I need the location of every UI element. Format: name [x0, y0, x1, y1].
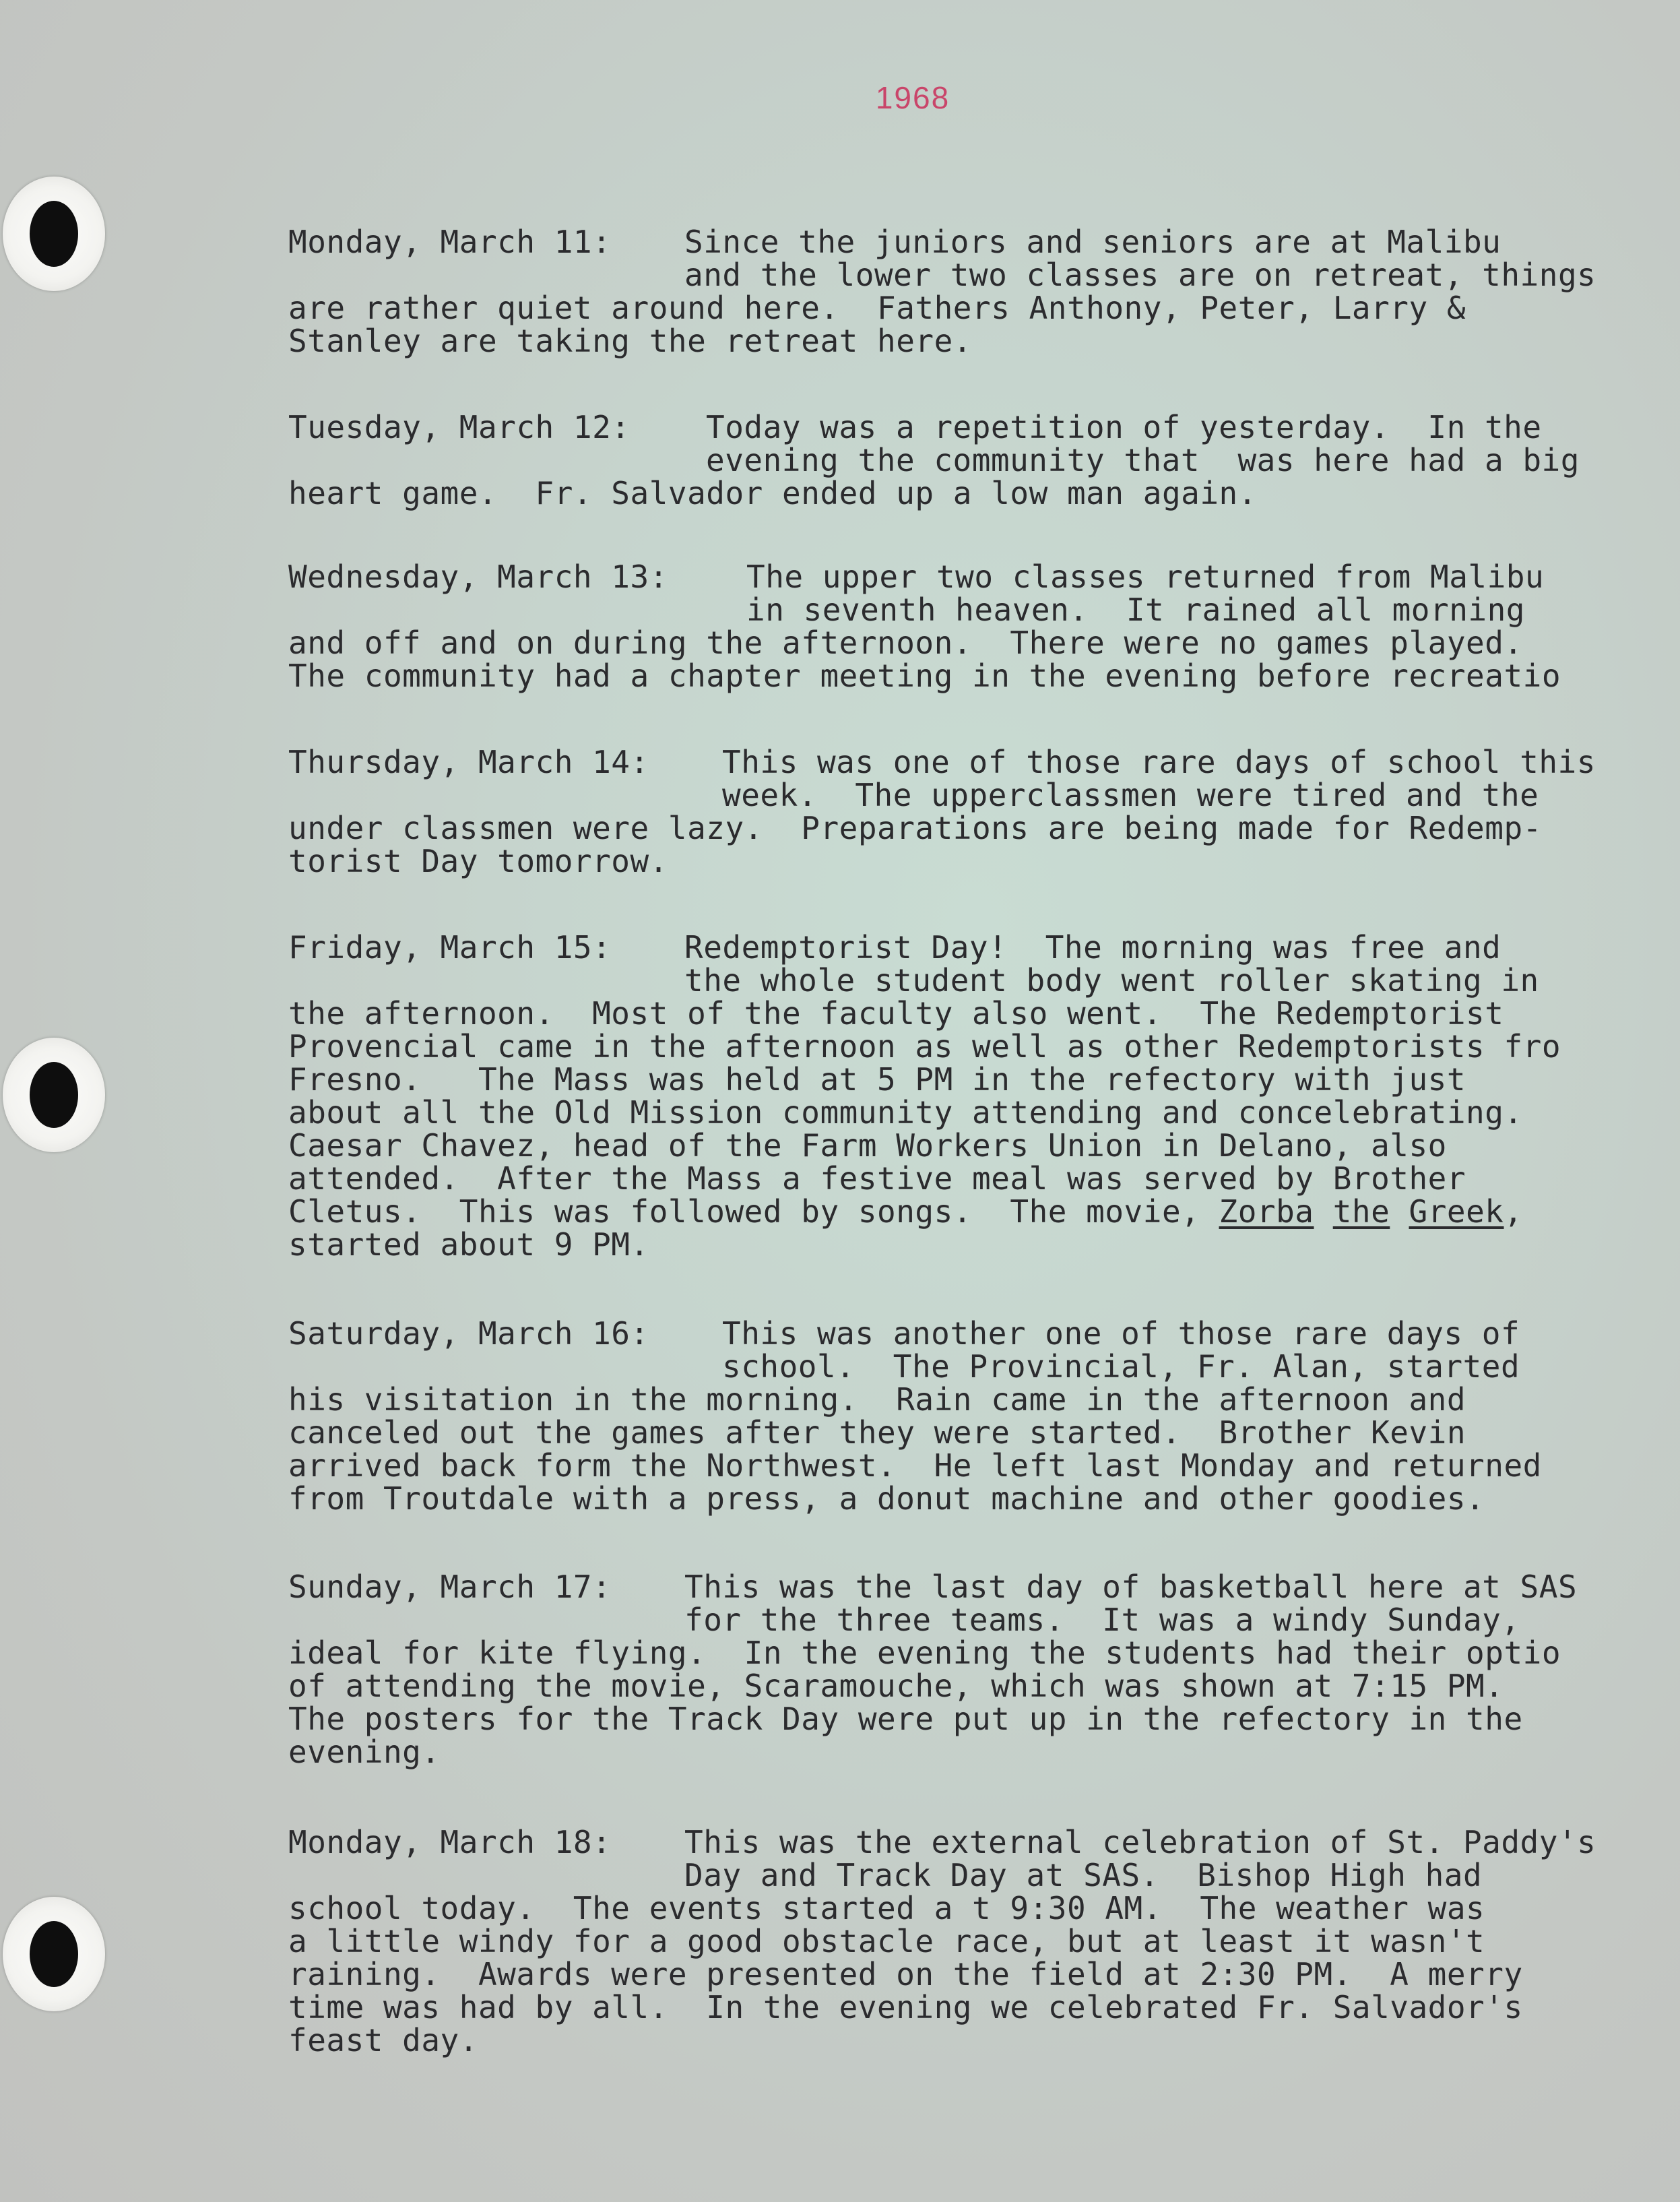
entry-text-line: The community had a chapter meeting in the evening before recreatio [288, 658, 1561, 694]
movie-title-suffix: , [1504, 1193, 1523, 1230]
movie-title-word: Greek [1409, 1193, 1504, 1230]
entry-text: This was another one of those rare days of [722, 1315, 1520, 1352]
diary-entry [288, 1571, 1680, 1769]
entry-text-line: are rather quiet around here. Fathers Anthony, Peter, Larry & [288, 290, 1466, 326]
entry-text: Redemptorist Day! The morning was free and [684, 929, 1501, 966]
entry-first-line [288, 1317, 1680, 1350]
entry-date: Friday, March 15: [288, 929, 612, 966]
movie-title-word: the [1332, 1193, 1390, 1230]
entry-text-line: time was had by all. In the evening we celebrated Fr. Salvador's [288, 1989, 1523, 2025]
entry-first-line [288, 746, 1680, 779]
entry-first-line [288, 411, 1680, 444]
entry-text-line: the afternoon. Most of the faculty also went. The Redemptorist [288, 995, 1504, 1032]
movie-title-word: Zorba [1219, 1193, 1314, 1230]
entry-text-line: and the lower two classes are on retreat, things [684, 257, 1596, 293]
entry-first-line [288, 561, 1680, 594]
entry-text-line: Fresno. The Mass was held at 5 PM in the refectory with just [288, 1061, 1466, 1098]
entry-text-line: for the three teams. It was a windy Sunday, [684, 1602, 1520, 1638]
entry-text-line: arrived back form the Northwest. He left last Monday and returned [288, 1447, 1542, 1484]
entry-text-line: school today. The events started a t 9:30 AM. The weather was [288, 1890, 1485, 1926]
entry-date: Thursday, March 14: [288, 744, 649, 780]
page-year: 1968 [875, 80, 950, 115]
hole-punch-icon [30, 1921, 78, 1987]
entry-date: Saturday, March 16: [288, 1315, 649, 1352]
entry-text-line: heart game. Fr. Salvador ended up a low man again. [288, 475, 1257, 511]
entry-text-line: canceled out the games after they were started. Brother Kevin [288, 1414, 1466, 1451]
entry-first-line [288, 226, 1680, 259]
entry-date: Monday, March 18: [288, 1824, 612, 1860]
entry-text-line: evening. [288, 1734, 441, 1770]
diary-entry [288, 746, 1680, 878]
entry-text: Today was a repetition of yesterday. In the [706, 409, 1542, 445]
entry-text-line: evening the community that was here had a big [706, 442, 1580, 478]
entry-text-line: in seventh heaven. It rained all morning [746, 592, 1525, 628]
entry-first-line [288, 931, 1680, 964]
entry-text-line: from Troutdale with a press, a donut machine and other goodies. [288, 1480, 1485, 1517]
entry-text-line: The posters for the Track Day were put up in the refectory in the [288, 1701, 1523, 1737]
entry-text-line: started about 9 PM. [288, 1226, 649, 1263]
entry-text-line: torist Day tomorrow. [288, 843, 668, 879]
diary-entry [288, 931, 1680, 1261]
binder-hole-top [3, 177, 105, 291]
entry-text-line [288, 1195, 1680, 1228]
entry-text-line: feast day. [288, 2022, 478, 2058]
entry-text-line: attended. After the Mass a festive meal was served by Brother [288, 1160, 1466, 1197]
entry-text-line: of attending the movie, Scaramouche, which was shown at 7:15 PM. [288, 1668, 1504, 1704]
entry-date: Sunday, March 17: [288, 1569, 612, 1605]
entry-first-line [288, 1571, 1680, 1604]
entry-first-line [288, 1826, 1680, 1859]
entry-date: Wednesday, March 13: [288, 559, 668, 595]
entry-text-line: ideal for kite flying. In the evening the students had their optio [288, 1635, 1561, 1671]
entry-text-line: school. The Provincial, Fr. Alan, started [722, 1348, 1520, 1385]
binder-hole-bottom [3, 1897, 105, 2011]
entry-date: Tuesday, March 12: [288, 409, 631, 445]
diary-entry [288, 1317, 1680, 1515]
entry-text: This was the last day of basketball here at SAS [684, 1569, 1578, 1605]
diary-entry [288, 226, 1680, 358]
entry-text-line: Day and Track Day at SAS. Bishop High had [684, 1857, 1483, 1893]
hole-punch-icon [30, 201, 78, 267]
diary-entry [288, 1826, 1680, 2057]
entry-text-line: and off and on during the afternoon. There were no games played. [288, 625, 1523, 661]
entry-text-line: about all the Old Mission community attending and concelebrating. [288, 1094, 1523, 1131]
entry-text-line: under classmen were lazy. Preparations are being made for Redemp- [288, 810, 1542, 846]
entry-text-line: the whole student body went roller skating in [684, 962, 1539, 999]
diary-entry [288, 561, 1680, 693]
entry-text-line: Caesar Chavez, head of the Farm Workers Union in Delano, also [288, 1127, 1447, 1164]
entry-text-line: week. The upperclassmen were tired and the [722, 777, 1539, 813]
entry-text: Since the juniors and seniors are at Malibu [684, 224, 1501, 260]
entry-text: This was the external celebration of St. Paddy's [684, 1824, 1596, 1860]
entry-text: The upper two classes returned from Malibu [746, 559, 1545, 595]
hole-punch-icon [30, 1062, 78, 1128]
entry-text: Cletus. This was followed by songs. The movie, [288, 1193, 1219, 1230]
entry-text-line: his visitation in the morning. Rain came in the afternoon and [288, 1381, 1466, 1418]
entry-text-line: Stanley are taking the retreat here. [288, 323, 972, 359]
binder-hole-middle [3, 1038, 105, 1152]
entry-date: Monday, March 11: [288, 224, 612, 260]
entry-text-line: a little windy for a good obstacle race, but at least it wasn't [288, 1923, 1485, 1959]
diary-entry [288, 411, 1680, 510]
entry-text-line: Provencial came in the afternoon as well as other Redemptorists fro [288, 1028, 1561, 1065]
entry-text-line: raining. Awards were presented on the field at 2:30 PM. A merry [288, 1956, 1523, 1992]
entry-text: This was one of those rare days of school this [722, 744, 1596, 780]
